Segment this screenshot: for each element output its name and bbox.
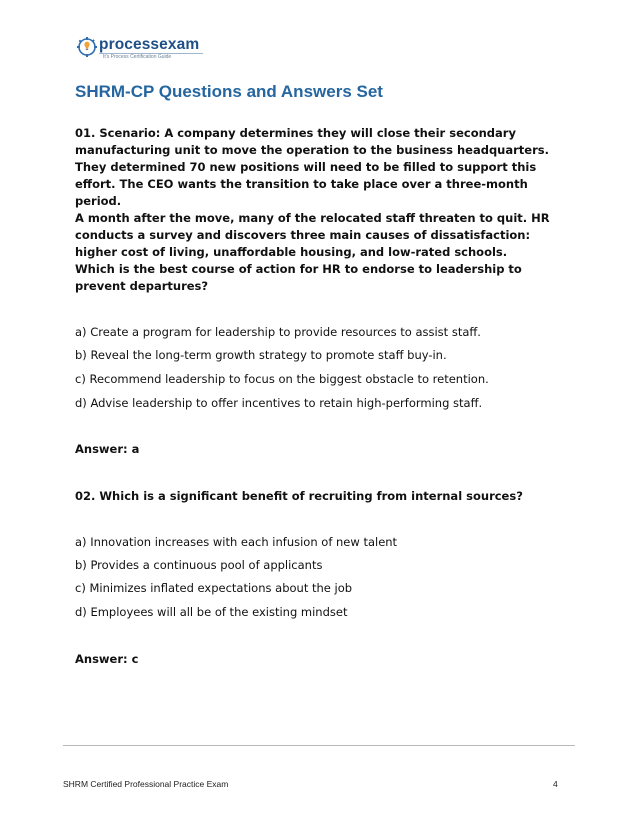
q2-option-c: c) Minimizes inflated expectations about the job xyxy=(75,581,353,595)
q1-scenario: 01. Scenario: A company determines they will close their secondary manufacturing unit to move the operation to the business headquarters. They determined 70 new positions will need to be filled to support this effort. The CEO wants the transition to take place over a three-month period. xyxy=(75,126,549,208)
q1-option-d: d) Advise leadership to offer incentives to retain high-performing staff. xyxy=(75,396,483,410)
footer-exam-title: SHRM Certified Professional Practice Exam xyxy=(63,779,229,789)
q2-option-d: d) Employees will all be of the existing mindset xyxy=(75,605,348,619)
q2-answer: Answer: c xyxy=(75,652,139,666)
q1-question: Which is the best course of action for HR to endorse to leadership to prevent departures? xyxy=(75,262,522,293)
q2-question: 02. Which is a significant benefit of recruiting from internal sources? xyxy=(75,489,523,503)
footer-divider xyxy=(63,745,575,746)
logo-text-process: process xyxy=(99,36,160,53)
q1-answer: Answer: a xyxy=(75,442,140,456)
q2-option-b: b) Provides a continuous pool of applicants xyxy=(75,558,323,572)
q1-option-a: a) Create a program for leadership to provide resources to assist staff. xyxy=(75,325,481,339)
q1-option-c: c) Recommend leadership to focus on the biggest obstacle to retention. xyxy=(75,372,489,386)
footer-page-number: 4 xyxy=(553,779,558,789)
logo-text-exam: exam xyxy=(159,36,200,53)
logo-tagline: It's Process Certification Guide xyxy=(103,54,172,60)
logo-wordmark xyxy=(99,36,199,53)
q1-followup: A month after the move, many of the relocated staff threaten to quit. HR conducts a survey and discovers three main causes of dissatisfaction: higher cost of living, unaffordable housing, and low-rated schools. xyxy=(75,211,550,259)
q1-option-b: b) Reveal the long-term growth strategy to promote staff buy-in. xyxy=(75,348,447,362)
q2-option-a: a) Innovation increases with each infusion of new talent xyxy=(75,535,398,549)
lightbulb-gear-icon xyxy=(75,36,101,62)
processexam-logo xyxy=(75,36,215,62)
page-title: SHRM-CP Questions and Answers Set xyxy=(75,82,383,101)
